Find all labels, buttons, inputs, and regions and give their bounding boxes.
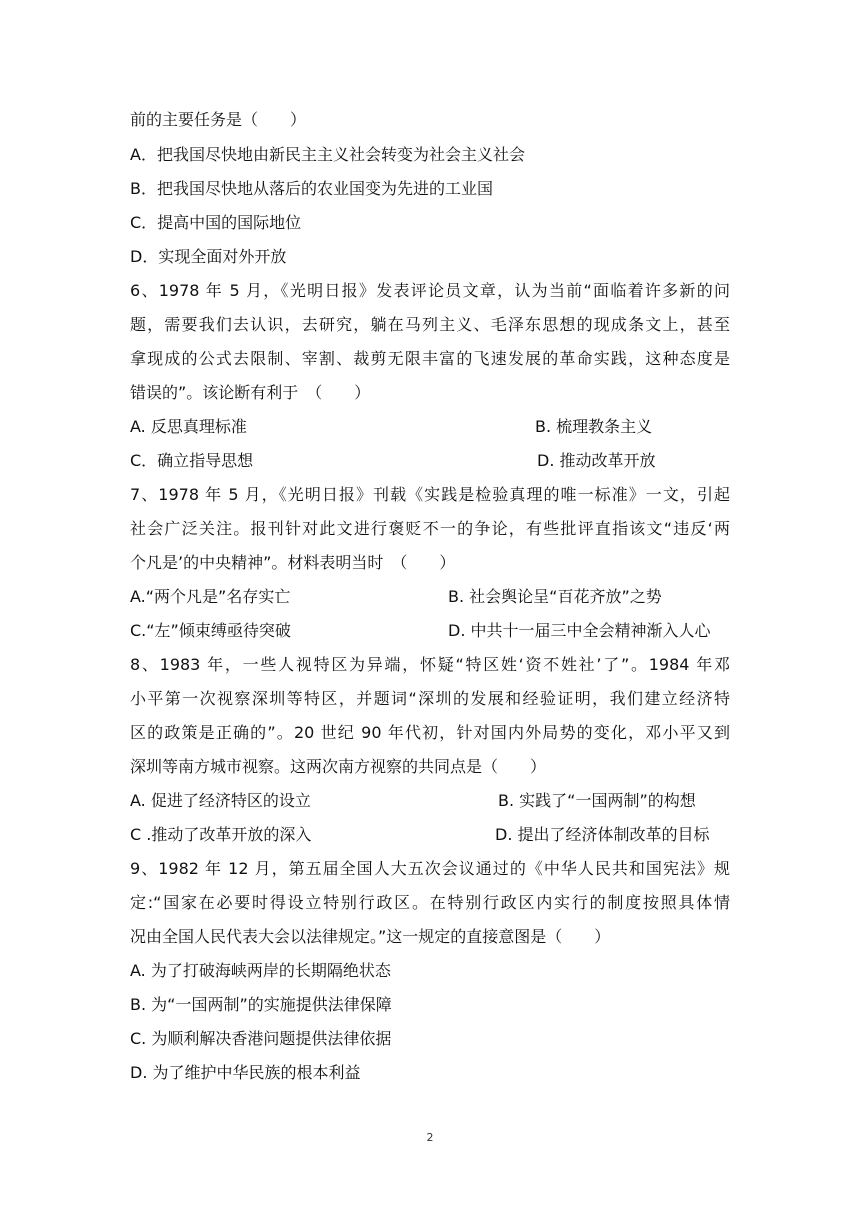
q8-option-a: A. 促进了经济特区的设立 — [130, 791, 311, 810]
q6-stem-line-1: 6、1978 年 5 月，《光明日报》发表评论员文章，认为当前“面临着许多新的问 — [130, 281, 730, 300]
q7-option-b: B. 社会舆论呈“百花齐放”之势 — [448, 587, 662, 606]
q6-option-a: A. 反思真理标准 — [130, 417, 247, 436]
q6-option-c: C．确立指导思想 — [130, 451, 254, 470]
q9-option-b: B. 为“一国两制”的实施提供法律保障 — [130, 995, 392, 1014]
q6-option-d: D. 推动改革开放 — [537, 451, 656, 470]
q9-stem-line-1: 9、1982 年 12 月，第五届全国人大五次会议通过的《中华人民共和国宪法》规 — [130, 859, 730, 878]
q5-option-c: C．提高中国的国际地位 — [130, 213, 302, 232]
q7-stem-line-3: 个凡是’的中央精神”。材料表明当时 （ ） — [130, 553, 456, 572]
q9-option-c: C. 为顺利解决香港问题提供法律依据 — [130, 1029, 392, 1048]
q6-stem-line-2: 题，需要我们去认识，去研究，躺在马列主义、毛泽东思想的现成条文上，甚至 — [130, 315, 730, 334]
q9-option-d: D. 为了维护中华民族的根本利益 — [130, 1063, 361, 1082]
q7-option-d: D. 中共十一届三中全会精神渐入人心 — [448, 621, 711, 640]
q9-stem-line-2: 定:“国家在必要时得设立特别行政区。在特别行政区内实行的制度按照具体情 — [130, 893, 730, 912]
q8-option-c: C .推动了改革开放的深入 — [130, 825, 312, 844]
q9-stem-line-3: 况由全国人民代表大会以法律规定。”这一规定的直接意图是（ ） — [130, 927, 611, 946]
q7-stem-line-1: 7、1978 年 5 月，《光明日报》刊载《实践是检验真理的唯一标准》一文，引起 — [130, 485, 730, 504]
q7-stem-line-2: 社会广泛关注。报刊针对此文进行褒贬不一的争论，有些批评直指该文“违反‘两 — [130, 519, 730, 538]
q5-stem-end: 前的主要任务是（ ） — [130, 110, 307, 129]
q8-option-b: B. 实践了“一国两制”的构想 — [498, 791, 696, 810]
q6-option-b: B. 梳理教条主义 — [535, 417, 653, 436]
q8-option-d: D. 提出了经济体制改革的目标 — [495, 825, 710, 844]
q5-option-a: A．把我国尽快地由新民主主义社会转变为社会主义社会 — [130, 145, 525, 164]
q5-option-d: D．实现全面对外开放 — [130, 247, 287, 266]
page-number: 2 — [426, 1131, 434, 1144]
q7-option-c: C.“左”倾束缚亟待突破 — [130, 621, 291, 640]
q9-option-a: A. 为了打破海峡两岸的长期隔绝状态 — [130, 961, 391, 980]
q6-stem-line-4: 错误的”。该论断有利于 （ ） — [130, 383, 371, 402]
q8-stem-line-4: 深圳等南方城市视察。这两次南方视察的共同点是（ ） — [130, 757, 547, 776]
q8-stem-line-1: 8、1983 年，一些人视特区为异端，怀疑“特区姓‘资不姓社’了”。1984 年邓 — [130, 655, 730, 674]
q5-option-b: B．把我国尽快地从落后的农业国变为先进的工业国 — [130, 179, 493, 198]
q7-option-a: A.“两个凡是”名存实亡 — [130, 587, 291, 606]
q8-stem-line-3: 区的政策是正确的”。20 世纪 90 年代初，针对国内外局势的变化，邓小平又到 — [130, 723, 730, 742]
q8-stem-line-2: 小平第一次视察深圳等特区，并题词“深圳的发展和经验证明，我们建立经济特 — [130, 689, 730, 708]
q6-stem-line-3: 拿现成的公式去限制、宰割、裁剪无限丰富的飞速发展的革命实践，这种态度是 — [130, 349, 730, 368]
